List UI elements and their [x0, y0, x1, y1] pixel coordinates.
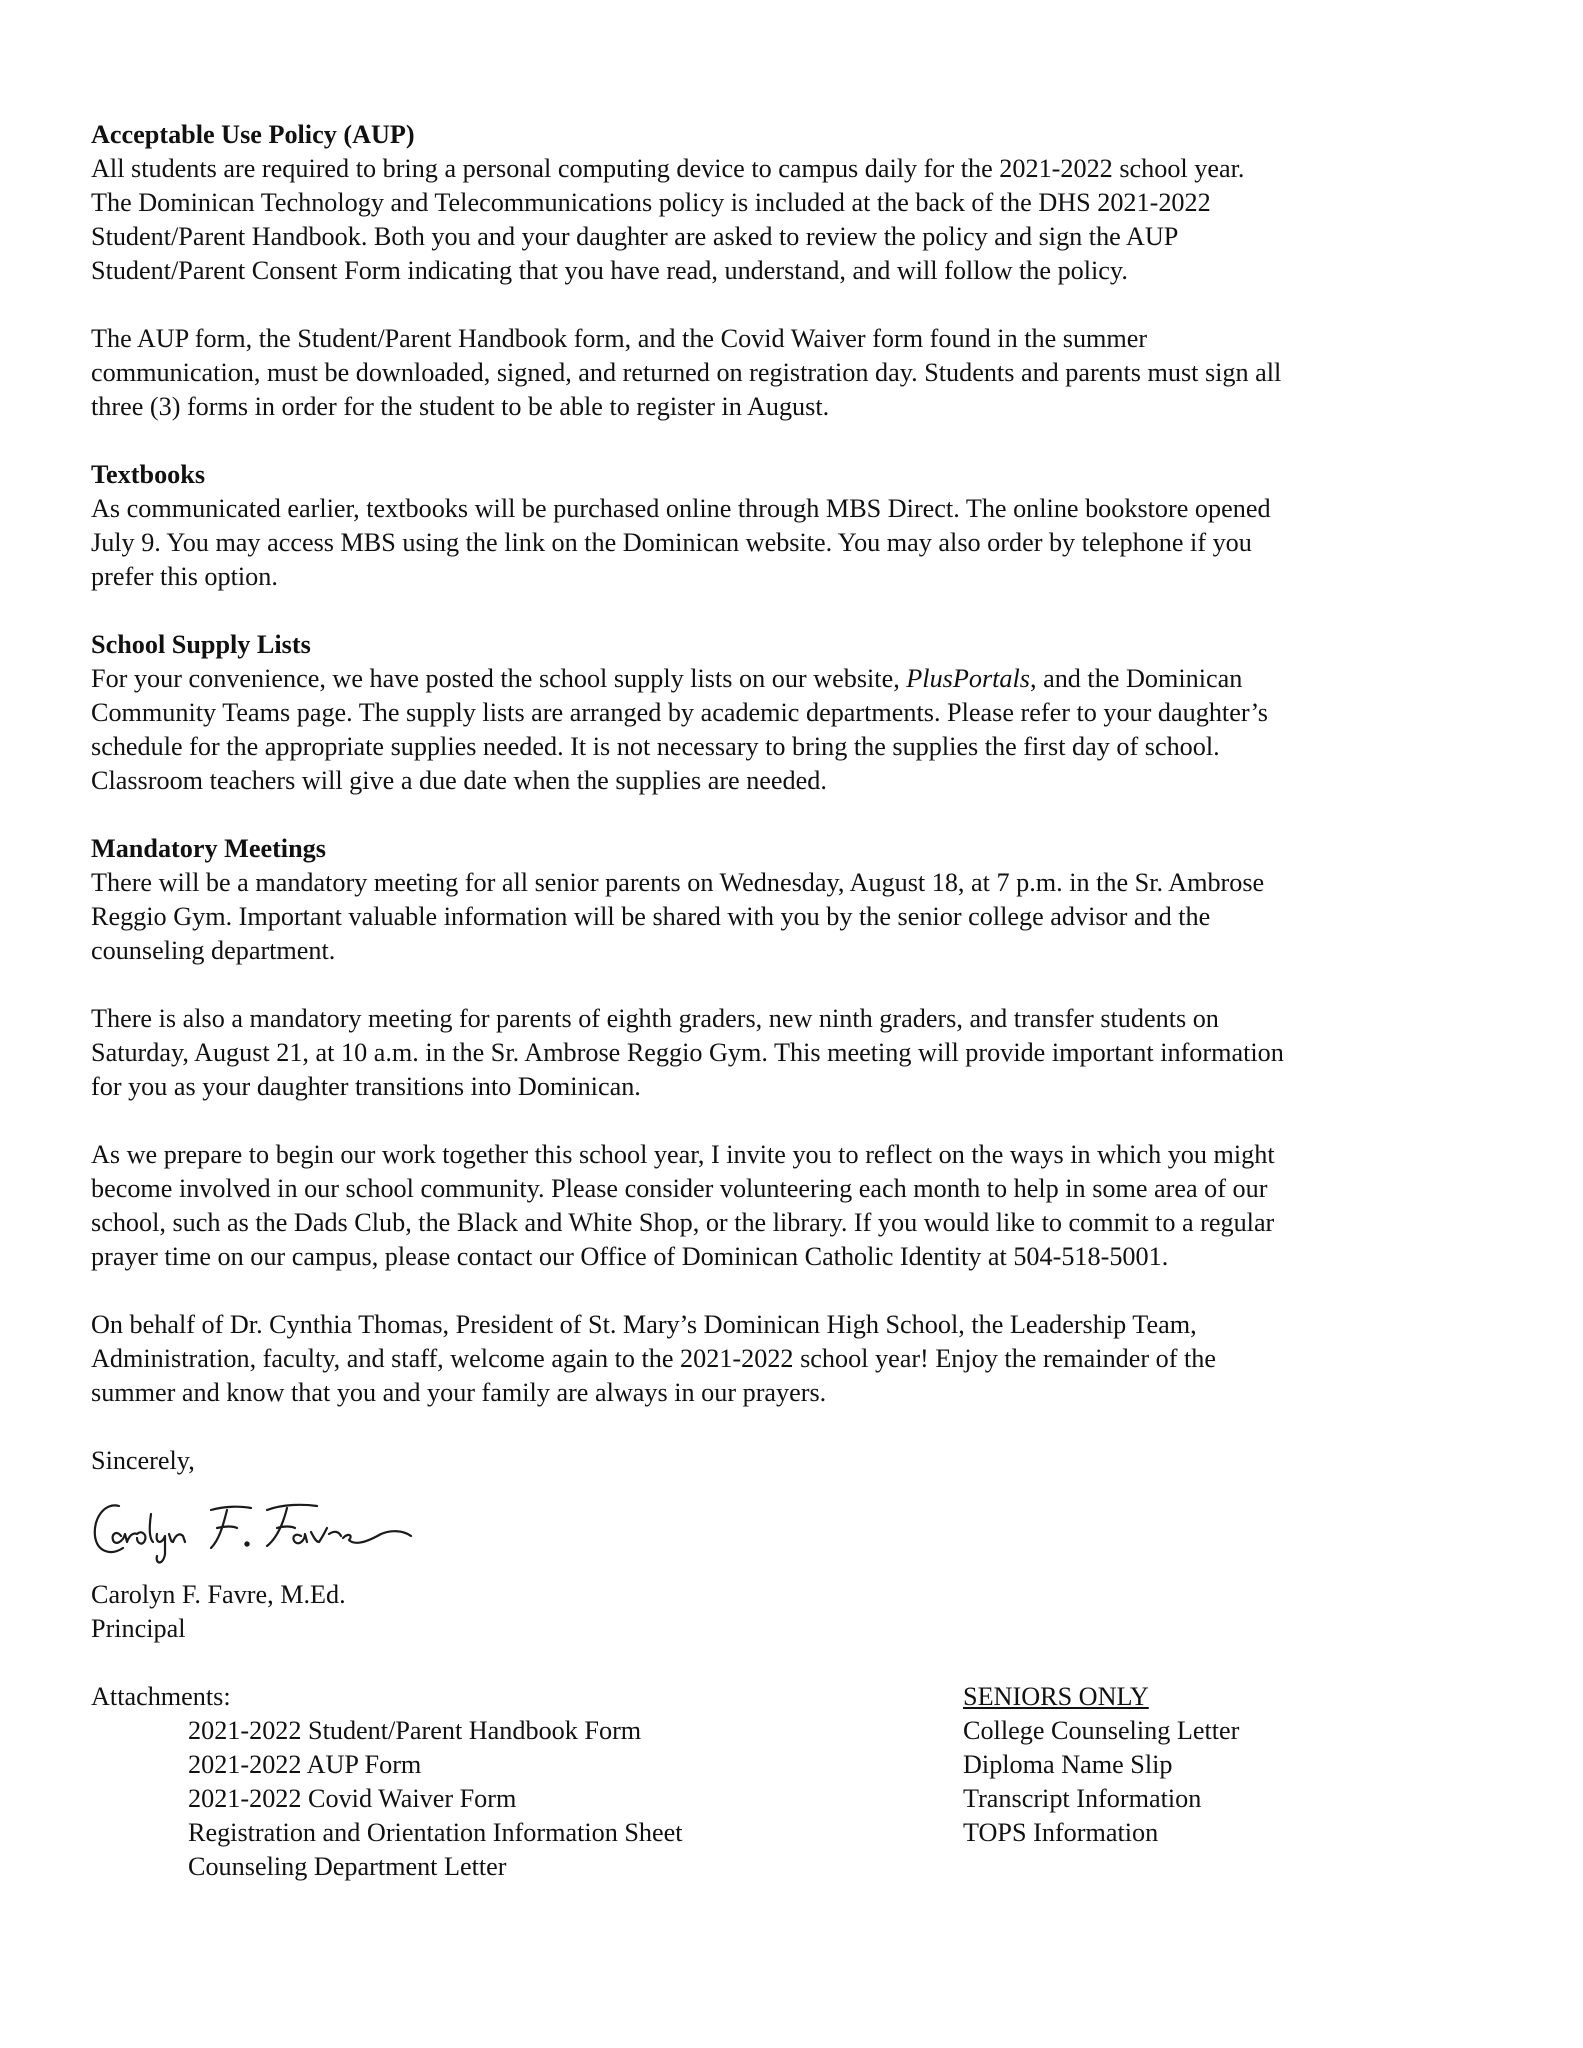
attachment-item: Counseling Department Letter	[188, 1852, 507, 1881]
salutation: Sincerely,	[91, 1446, 195, 1475]
supply-line-text: , and the Dominican	[1029, 664, 1243, 693]
aup-forms-line: three (3) forms in order for the student to be able to register in August.	[91, 392, 830, 421]
closing-line: Administration, faculty, and staff, welcome again to the 2021-2022 school year! Enjoy the remainder of the	[91, 1344, 1217, 1373]
seniors-item: TOPS Information	[963, 1818, 1159, 1847]
closing-line: On behalf of Dr. Cynthia Thomas, President of St. Mary’s Dominican High School, the Leadership Team,	[91, 1310, 1197, 1339]
supply-line-text: For your convenience, we have posted the school supply lists on our website,	[91, 664, 907, 693]
attachments-label: Attachments:	[91, 1682, 231, 1711]
attachments-block	[91, 1680, 1491, 1880]
meetings-freshman-line: Saturday, August 21, at 10 a.m. in the Sr. Ambrose Reggio Gym. This meeting will provide important information	[91, 1038, 1284, 1067]
supply-line	[91, 662, 1491, 696]
supply-section	[91, 628, 1491, 798]
attachment-item: 2021-2022 AUP Form	[188, 1750, 422, 1779]
meetings-section	[91, 832, 1491, 968]
attachments-list	[91, 1714, 891, 1884]
aup-line: Student/Parent Consent Form indicating that you have read, understand, and will follow the policy.	[91, 256, 1128, 285]
seniors-column	[963, 1680, 1363, 1850]
aup-line: The Dominican Technology and Telecommunications policy is included at the back of the DHS 2021-2022	[91, 188, 1211, 217]
meetings-freshman-line: There is also a mandatory meeting for parents of eighth graders, new ninth graders, and transfer students on	[91, 1004, 1219, 1033]
supply-heading: School Supply Lists	[91, 630, 311, 659]
aup-heading: Acceptable Use Policy (AUP)	[91, 120, 415, 149]
meetings-senior-line: Reggio Gym. Important valuable information will be shared with you by the senior college advisor and the	[91, 902, 1211, 931]
textbooks-heading: Textbooks	[91, 460, 206, 489]
seniors-item: Diploma Name Slip	[963, 1750, 1173, 1779]
textbooks-line: As communicated earlier, textbooks will be purchased online through MBS Direct. The online bookstore opened	[91, 494, 1271, 523]
involvement-line: prayer time on our campus, please contact our Office of Dominican Catholic Identity at 504-518-5001.	[91, 1242, 1169, 1271]
textbooks-line: July 9. You may access MBS using the link on the Dominican website. You may also order by telephone if you	[91, 528, 1252, 557]
closing-line: summer and know that you and your family are always in our prayers.	[91, 1378, 827, 1407]
aup-line: All students are required to bring a personal computing device to campus daily for the 2021-2022 school year.	[91, 154, 1245, 183]
supply-line: Community Teams page. The supply lists are arranged by academic departments. Please refer to your daughter’s	[91, 698, 1268, 727]
textbooks-section	[91, 458, 1491, 594]
attachments-column	[91, 1680, 891, 1884]
meetings-senior-line: There will be a mandatory meeting for all senior parents on Wednesday, August 18, at 7 p.m. in the Sr. Ambrose	[91, 868, 1265, 897]
attachment-item: 2021-2022 Student/Parent Handbook Form	[188, 1716, 642, 1745]
meetings-freshman-line: for you as your daughter transitions into Dominican.	[91, 1072, 641, 1101]
handwritten-signature	[91, 1484, 1491, 1570]
aup-forms-line: communication, must be downloaded, signed, and returned on registration day. Students and parents must sign all	[91, 358, 1282, 387]
textbooks-line: prefer this option.	[91, 562, 278, 591]
supply-line: Classroom teachers will give a due date when the supplies are needed.	[91, 766, 827, 795]
closing-paragraph	[91, 1308, 1491, 1410]
letter-page	[91, 118, 1491, 1880]
aup-line: Student/Parent Handbook. Both you and your daughter are asked to review the policy and sign the AUP	[91, 222, 1179, 251]
aup-forms-paragraph	[91, 322, 1491, 424]
seniors-item: College Counseling Letter	[963, 1716, 1240, 1745]
involvement-line: school, such as the Dads Club, the Black and White Shop, or the library. If you would like to commit to a regular	[91, 1208, 1275, 1237]
involvement-paragraph	[91, 1138, 1491, 1274]
meetings-heading: Mandatory Meetings	[91, 834, 326, 863]
seniors-item: Transcript Information	[963, 1784, 1202, 1813]
aup-section	[91, 118, 1491, 288]
supply-line: schedule for the appropriate supplies needed. It is not necessary to bring the supplies the first day of school.	[91, 732, 1220, 761]
signer-name: Carolyn F. Favre, M.Ed.	[91, 1580, 346, 1609]
involvement-line: become involved in our school community. Please consider volunteering each month to help in some area of our	[91, 1174, 1268, 1203]
signature-image	[91, 1484, 431, 1570]
attachment-item: Registration and Orientation Information Sheet	[188, 1818, 683, 1847]
attachment-item: 2021-2022 Covid Waiver Form	[188, 1784, 517, 1813]
involvement-line: As we prepare to begin our work together this school year, I invite you to reflect on the ways in which you might	[91, 1140, 1275, 1169]
aup-forms-line: The AUP form, the Student/Parent Handbook form, and the Covid Waiver form found in the summer	[91, 324, 1148, 353]
seniors-label: SENIORS ONLY	[963, 1682, 1149, 1711]
signer-title: Principal	[91, 1614, 186, 1643]
meetings-freshman-paragraph	[91, 1002, 1491, 1104]
plusportals-text: PlusPortals	[906, 664, 1030, 693]
meetings-senior-line: counseling department.	[91, 936, 336, 965]
seniors-list	[963, 1714, 1363, 1850]
